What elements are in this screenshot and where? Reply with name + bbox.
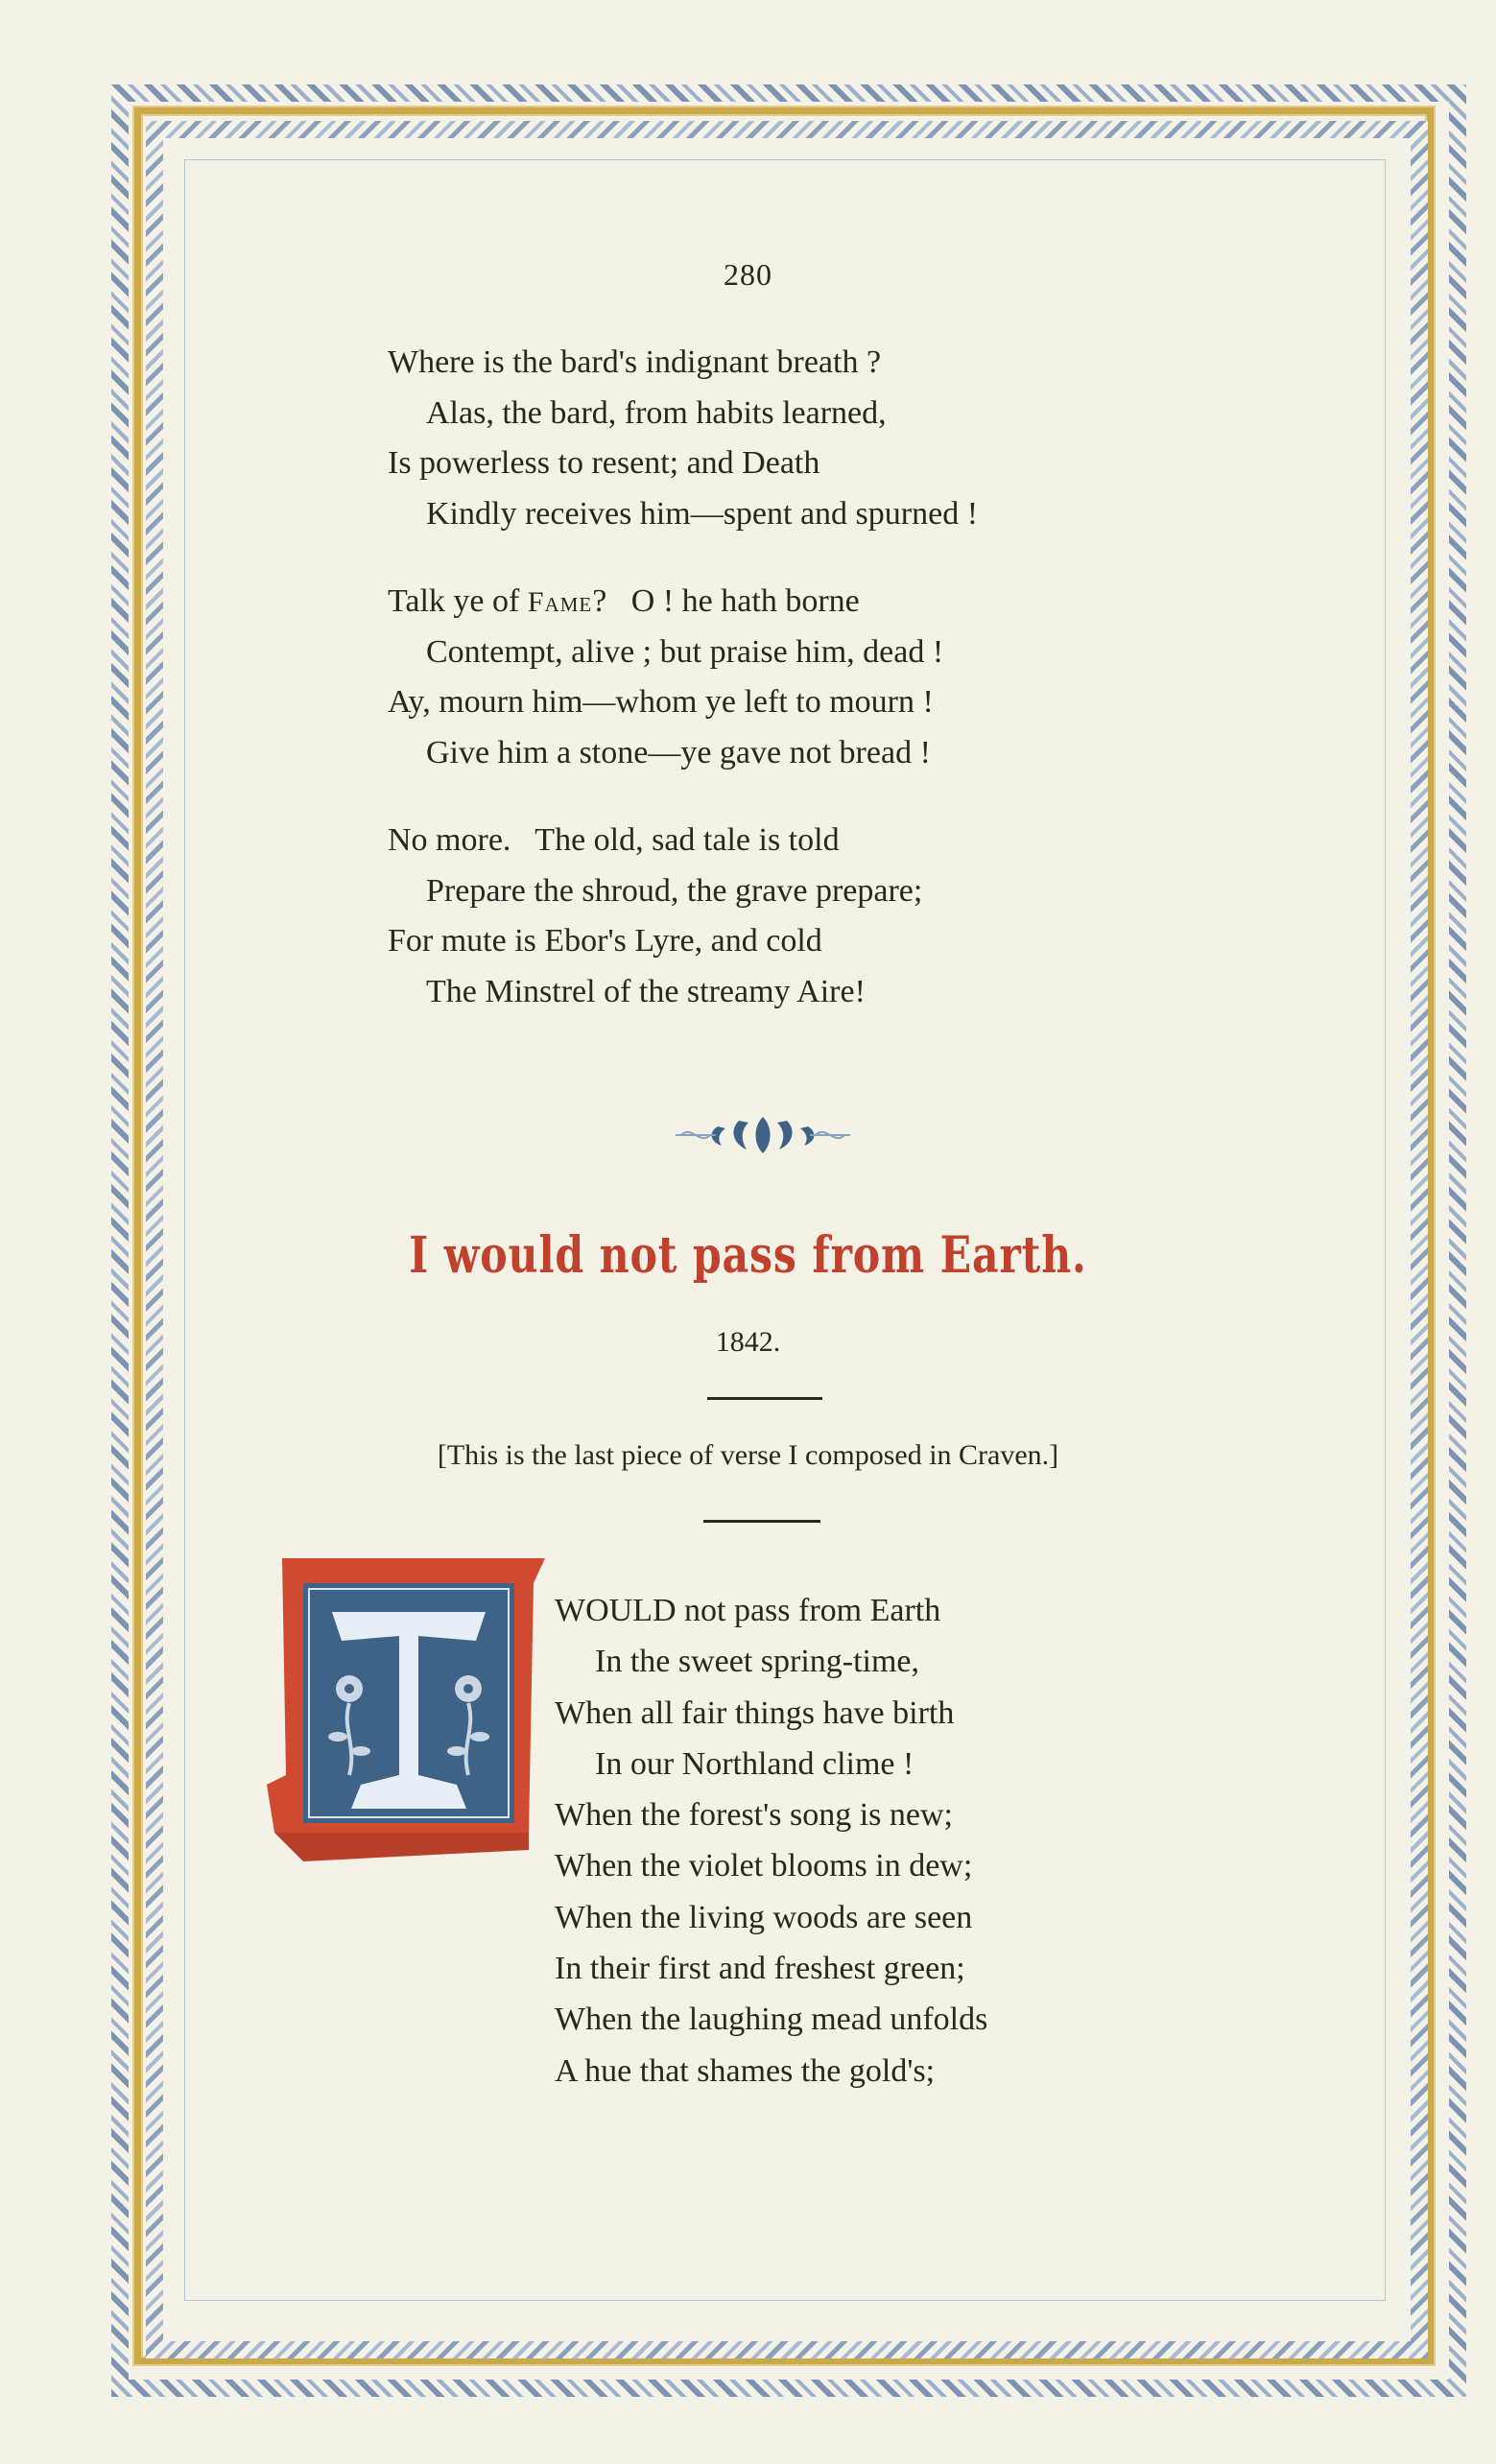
verse-line: In the sweet spring-time,: [595, 1644, 920, 1680]
author-note: [This is the last piece of verse I composed in Craven.]: [437, 1439, 1059, 1471]
divider-rule: [703, 1520, 820, 1523]
verse-line: In our Northland clime !: [595, 1745, 914, 1782]
verse-line: Contempt, alive ; but praise him, dead !: [426, 633, 944, 670]
verse-line: Is powerless to resent; and Death: [388, 445, 820, 481]
poem-title: I would not pass from Earth.: [409, 1226, 1087, 1285]
verse-line: When the forest's song is new;: [555, 1797, 953, 1834]
verse-line: Where is the bard's indignant breath ?: [388, 344, 882, 380]
verse-line: Kindly receives him—spent and spurned !: [426, 495, 979, 532]
verse-line: When the violet blooms in dew;: [555, 1848, 973, 1884]
divider-rule: [707, 1397, 822, 1400]
verse-line: Prepare the shroud, the grave prepare;: [426, 872, 923, 909]
verse-line: No more. The old, sad tale is told: [388, 822, 840, 858]
stanza-1: [388, 338, 1251, 539]
poem-year: 1842.: [715, 1326, 781, 1358]
verse-line: In their first and freshest green;: [555, 1951, 965, 1987]
verse-line: WOULD not pass from Earth: [555, 1593, 941, 1628]
poem-body: [555, 1585, 1322, 2097]
verse-line: Alas, the bard, from habits learned,: [426, 394, 887, 431]
verse-text: Talk ye of: [388, 583, 528, 619]
ornament-divider-icon: [672, 1113, 854, 1157]
small-caps-word: Fame: [527, 586, 593, 618]
verse-line: Give him a stone—ye gave not bread !: [426, 734, 931, 770]
stanza-2: [388, 577, 1251, 778]
verse-line: The Minstrel of the streamy Aire!: [426, 973, 866, 1009]
page-number: 280: [724, 257, 772, 292]
verse-line: [388, 577, 1251, 628]
verse-line: For mute is Ebor's Lyre, and cold: [388, 923, 822, 959]
verse-line: A hue that shames the gold's;: [555, 2052, 936, 2089]
stanza-3: [388, 816, 1251, 1017]
verse-line: Ay, mourn him—whom ye left to mourn !: [388, 684, 934, 720]
verse-line: When the living woods are seen: [555, 1899, 973, 1935]
verse-line: When the laughing mead unfolds: [555, 2002, 988, 2038]
illuminated-initial-icon: [265, 1545, 551, 1871]
verse-line: When all fair things have birth: [555, 1694, 955, 1731]
verse-text: ? O ! he hath borne: [592, 583, 860, 619]
